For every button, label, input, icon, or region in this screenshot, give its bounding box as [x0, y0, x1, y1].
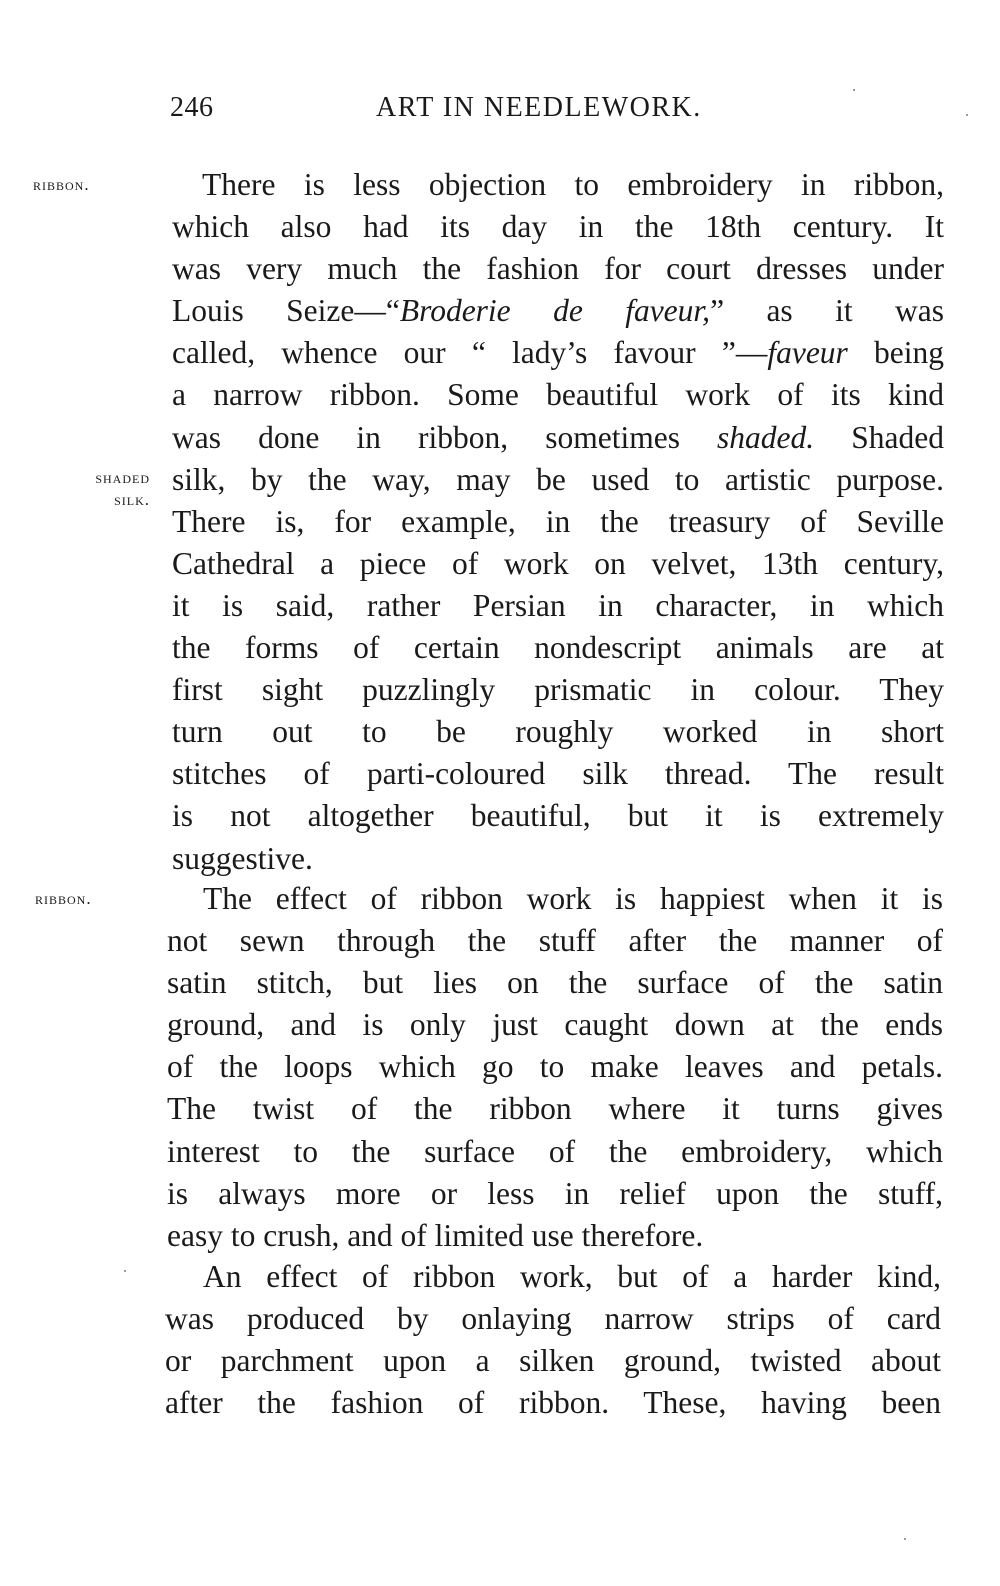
text-line: or parchment upon a silken ground, twisted about [165, 1343, 941, 1379]
italic-phrase: Broderie de faveur, [399, 293, 711, 329]
text-fragment: being [847, 335, 945, 371]
text-line: is always more or less in relief upon the stuff, [167, 1175, 943, 1211]
italic-word: shaded. [717, 419, 815, 455]
text-fragment: called, whence our “ lady’s favour ”— [172, 335, 768, 371]
page-number: 246 [170, 92, 214, 123]
text-line: suggestive. [172, 840, 313, 876]
running-title: ART IN NEEDLEWORK. [376, 92, 702, 123]
text-line: first sight puzzlingly prismatic in colour. They [172, 672, 944, 708]
text-line: not sewn through the stuff after the manner of [167, 923, 943, 959]
text-line: which also had its day in the 18th century. It [172, 209, 944, 245]
page-header [170, 92, 770, 132]
text-line: There is less objection to embroidery in ribbon, [202, 167, 944, 202]
margin-note-shaded-line1: shaded [95, 468, 150, 487]
margin-note-shaded-silk [46, 467, 150, 511]
paper-speck [966, 114, 968, 116]
text-line: is not altogether beautiful, but it is extremely [172, 798, 944, 834]
text-line: of the loops which go to make leaves and petals. [167, 1049, 943, 1085]
text-fragment: was done in ribbon, sometimes [172, 419, 718, 455]
text-line: after the fashion of ribbon. These, having been [165, 1385, 941, 1421]
text-line: the forms of certain nondescript animals are at [172, 630, 944, 666]
text-line: turn out to be roughly worked in short [172, 714, 944, 750]
paper-speck [904, 1538, 906, 1540]
text-fragment: Louis Seize—“ [172, 293, 400, 329]
margin-note-shaded-line2: silk. [114, 490, 150, 509]
text-line: stitches of parti-coloured silk thread. The result [172, 756, 944, 792]
paragraph-ribbon-history [172, 164, 944, 880]
margin-note-ribbon-second: ribbon. [35, 889, 92, 908]
text-line: was produced by onlaying narrow strips of card [165, 1301, 941, 1337]
text-line: easy to crush, and of limited use therefore. [167, 1217, 704, 1253]
text-line: ground, and is only just caught down at the ends [167, 1007, 943, 1043]
text-line [172, 417, 944, 459]
text-line [172, 332, 944, 374]
italic-word: faveur [767, 335, 848, 371]
text-line: it is said, rather Persian in character, in which [172, 587, 944, 623]
text-line [172, 290, 944, 332]
text-line: Cathedral a piece of work on velvet, 13th century, [172, 545, 944, 581]
text-line: The effect of ribbon work is happiest when it is [203, 881, 943, 916]
text-line: An effect of ribbon work, but of a harder kind, [203, 1259, 941, 1294]
paper-speck [124, 1270, 126, 1272]
paragraph-card-onlay [165, 1256, 941, 1424]
text-line: was very much the fashion for court dresses under [172, 251, 944, 287]
text-fragment: Shaded [814, 419, 944, 455]
text-line: a narrow ribbon. Some beautiful work of its kind [172, 377, 944, 413]
text-line: The twist of the ribbon where it turns gives [167, 1091, 943, 1127]
text-line: silk, by the way, may be used to artistic purpose. [172, 461, 944, 497]
text-line: There is, for example, in the treasury of Seville [172, 503, 944, 539]
text-line: satin stitch, but lies on the surface of the satin [167, 965, 943, 1001]
paper-speck [853, 89, 855, 91]
paragraph-ribbon-effect [167, 878, 943, 1257]
margin-note-ribbon: ribbon. [33, 175, 90, 194]
text-line: interest to the surface of the embroidery, which [167, 1133, 943, 1169]
text-fragment: ” as it was [710, 293, 944, 329]
